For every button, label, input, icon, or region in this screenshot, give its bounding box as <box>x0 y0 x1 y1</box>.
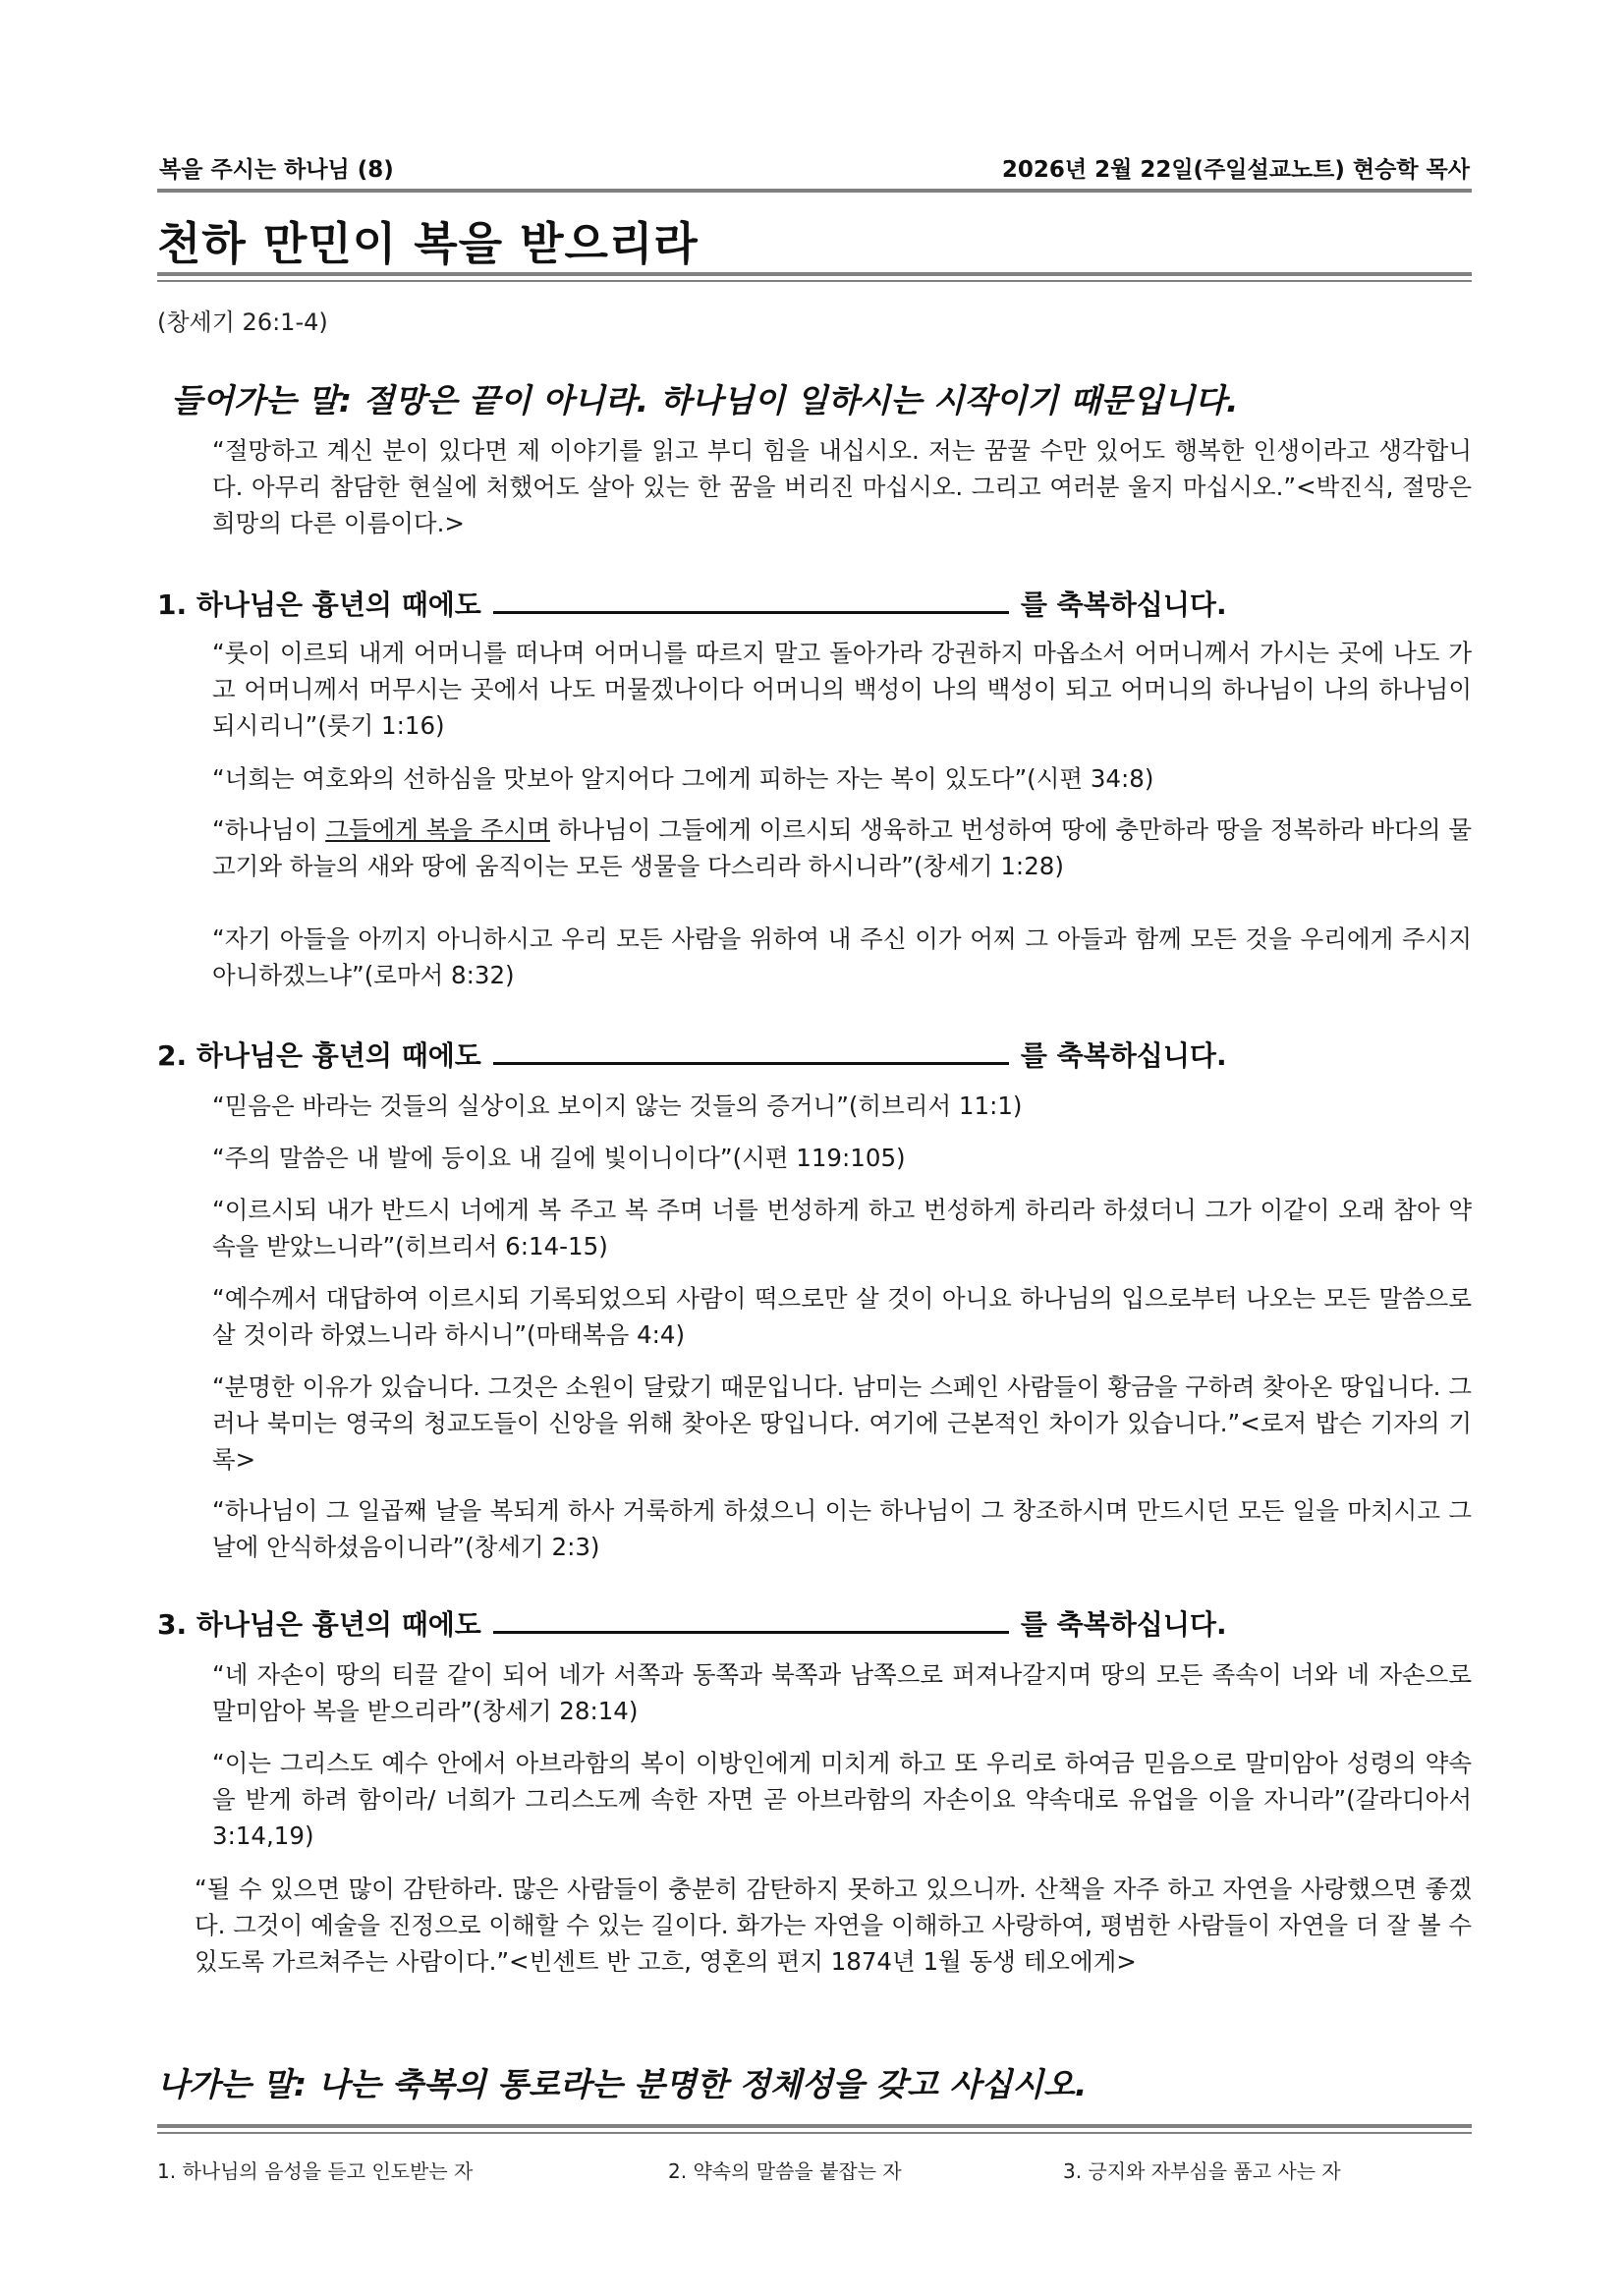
point-3-blank <box>493 1623 1009 1634</box>
point-2-blank <box>493 1054 1009 1065</box>
title-rule-bottom <box>157 280 1472 282</box>
intro-quote: “절망하고 계신 분이 있다면 제 이야기를 읽고 부디 힘을 내십시오. 저는 꿈꿀 수만 있어도 행복한 인생이라고 생각합니다. 아무리 참담한 현실에 처했어도 살아 있는 한 꿈을 버리진 마십시오. 그리고 여러분 울지 마십시오.”<박진식, 절망은 희망의 다른 이름이다.> <box>212 436 1472 537</box>
quote: “주의 말씀은 내 발에 등이요 내 길에 빛이니이다”(시편 119:105) <box>212 1144 906 1172</box>
underlined-phrase: 그들에게 복을 주시며 <box>325 815 550 844</box>
footer-item-1: 1. 하나님의 음성을 듣고 인도받는 자 <box>157 2159 474 2183</box>
point-2-heading: 2. 하나님은 흉년의 때에도 를 축복하십니다. <box>157 1039 1227 1072</box>
quote: “룻이 이르되 내게 어머니를 떠나며 어머니를 따르지 말고 돌아가라 강권하지 마옵소서 어머니께서 가시는 곳에 나도 가고 어머니께서 머무시는 곳에서 나도 머물겠나이다 어머니의 백성이 나의 백성이 되고 어머니의 하나님이 나의 하나님이 되시리니”(룻기 1:16) <box>212 639 1472 740</box>
header-rule <box>157 189 1472 193</box>
quote: “자기 아들을 아끼지 아니하시고 우리 모든 사람을 위하여 내 주신 이가 어찌 그 아들과 함께 모든 것을 우리에게 주시지 아니하겠느냐”(로마서 8:32) <box>212 924 1472 989</box>
quote: “이는 그리스도 예수 안에서 아브라함의 복이 이방인에게 미치게 하고 또 우리로 하여금 믿음으로 말미암아 성령의 약속을 받게 하려 함이라/ 너희가 그리스도께 속한 자면 곧 아브라함의 자손이요 약속대로 유업을 이을 자니라”(갈라디아서 3:14,19) <box>212 1749 1472 1850</box>
scripture-reference: (창세기 26:1-4) <box>157 308 328 336</box>
footer-rule-bottom <box>157 2132 1472 2134</box>
point-3-heading: 3. 하나님은 흉년의 때에도 를 축복하십니다. <box>157 1608 1227 1641</box>
quote: “예수께서 대답하여 이르시되 기록되었으되 사람이 떡으로만 살 것이 아니요 하나님의 입으로부터 나오는 모든 말씀으로 살 것이라 하였느니라 하시니”(마태복음 4:4) <box>212 1284 1472 1349</box>
quote: “하나님이 그들에게 복을 주시며 하나님이 그들에게 이르시되 생육하고 번성하여 땅에 충만하라 땅을 정복하라 바다의 물고기와 하늘의 새와 땅에 움직이는 모든 생물을 다스리라 하시니라”(창세기 1:28) <box>212 815 1473 880</box>
title-rule-top <box>157 272 1472 276</box>
point-1-blank <box>493 603 1009 614</box>
point-1-heading: 1. 하나님은 흉년의 때에도 를 축복하십니다. <box>157 588 1227 621</box>
date-author: 2026년 2월 22일(주일설교노트) 현승학 목사 <box>1001 157 1470 183</box>
closing-quote: “될 수 있으면 많이 감탄하라. 많은 사람들이 충분히 감탄하지 못하고 있으니까. 산책을 자주 하고 자연을 사랑했으면 좋겠다. 그것이 예술을 진정으로 이해할 수 있는 길이다. 화가는 자연을 이해하고 사랑하여, 평범한 사람들이 자연을 더 잘 볼 수 있도록 가르쳐주는 사람이다.”<빈센트 반 고흐, 영혼의 편지 1874년 1월 동생 테오에게> <box>195 1875 1472 1976</box>
sermon-series: 복을 주시는 하나님 (8) <box>159 157 394 183</box>
footer-item-2: 2. 약속의 말씀을 붙잡는 자 <box>668 2159 902 2183</box>
quote: “이르시되 내가 반드시 너에게 복 주고 복 주며 너를 번성하게 하고 번성하게 하리라 하셨더니 그가 이같이 오래 참아 약속을 받았느니라”(히브리서 6:14-15) <box>212 1196 1472 1260</box>
quote: “분명한 이유가 있습니다. 그것은 소원이 달랐기 때문입니다. 남미는 스페인 사람들이 황금을 구하려 찾아온 땅입니다. 그러나 북미는 영국의 청교도들이 신앙을 위해 찾아온 땅입니다. 여기에 근본적인 차이가 있습니다.”<로저 밥슨 기자의 기록> <box>212 1372 1472 1474</box>
outro-heading: 나가는 말: 나는 축복의 통로라는 분명한 정체성을 갖고 사십시오. <box>157 2065 1088 2103</box>
page-title: 천하 만민이 복을 받으리라 <box>157 217 699 270</box>
quote: “믿음은 바라는 것들의 실상이요 보이지 않는 것들의 증거니”(히브리서 11:1) <box>212 1092 1023 1120</box>
footer-item-3: 3. 긍지와 자부심을 품고 사는 자 <box>1063 2159 1341 2183</box>
quote: “네 자손이 땅의 티끌 같이 되어 네가 서쪽과 동쪽과 북쪽과 남쪽으로 퍼져나갈지며 땅의 모든 족속이 너와 네 자손으로 말미암아 복을 받으리라”(창세기 28:14) <box>212 1660 1472 1725</box>
intro-heading: 들어가는 말: 절망은 끝이 아니라. 하나님이 일하시는 시작이기 때문입니다. <box>171 381 1239 420</box>
footer-rule-top <box>157 2124 1472 2128</box>
quote: “너희는 여호와의 선하심을 맛보아 알지어다 그에게 피하는 자는 복이 있도다”(시편 34:8) <box>212 764 1154 793</box>
page-header <box>157 151 1474 187</box>
quote: “하나님이 그 일곱째 날을 복되게 하사 거룩하게 하셨으니 이는 하나님이 그 창조하시며 만드시던 모든 일을 마치시고 그 날에 안식하셨음이니라”(창세기 2:3) <box>212 1496 1472 1561</box>
